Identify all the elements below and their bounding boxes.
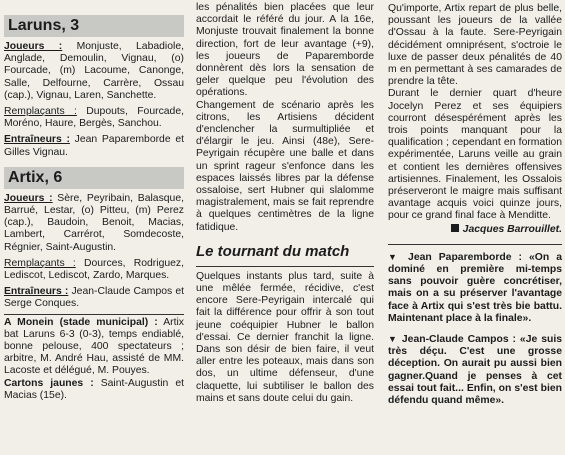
players-laruns	[4, 41, 184, 102]
article-paragraph: Changement de scénario après les citrons, les Artisiens décident d'enclencher la surmultipliée et d'élargir le jeu. Ainsi (48e), Sere-Peyrigain récupère une balle et dans un sprint rageur s'enfonce dans les espaces laissés libres par la défense ossaloise, sert Hubner qui slalomme magistralement, mais se fait reprendre à quelques centimètres de la ligne fatidique.	[196, 99, 374, 233]
quote-paparemborde	[388, 251, 562, 325]
team-title: Artix, 6	[8, 168, 63, 186]
quote-text: «On a dominé en première mi-temps sans pouvoir guère concrétiser, mais on a su préserver l'avantage face à Artix qui s'est très bie battu. Maintenant place à la finale».	[388, 251, 562, 324]
author-signature	[388, 224, 562, 236]
subs-label: Remplaçants :	[4, 257, 76, 269]
coaches-text: Jean Paparemborde et Gilles Vignau.	[4, 134, 184, 158]
article-paragraph: Quelques instants plus tard, suite à une mêlée fermée, récidive, c'est encore Sere-Peyrigain intercalé qui fait la différence pour offrir à son tout jeune coéquipier Hubner le ballon d'essai. Ce dernier franchit la ligne. Dans son désir de bien faire, il veut aller entre les poteaux, mais dans son dos, un ultime défenseur, d'une claquette, lui subtiliser le ballon des mains et sans doute celui du gain.	[196, 270, 374, 404]
quote-speaker: Jean-Claude Campos :	[401, 334, 516, 346]
quote-text: «Je suis très déçu. C'est une grosse déception. On aurait pu aussi bien gagner.Quand je penses à cet essai tout fait... Enfin, on s'est bien défendu quand même».	[388, 334, 562, 407]
article-paragraph: Durant le dernier quart d'heure Jocelyn Perez et ses équipiers courront désespérément après les trois points manquant pour la qualification ; cependant en formation expérimentée, Laruns veille au grain et contient les dernières offensives artisiennes. Finalement, les Ossalois préserveront le maigre mais suffisant avantage acquis voici quinze jours, pour ce grand final face à Menditte.	[388, 88, 562, 222]
yellow-cards	[4, 378, 184, 402]
players-text: Sère, Peyribain, Balasque, Barrué, Lestar, (o) Pitteu, (m) Perez (cap.), Baudoin, Benoit, Macias, Lambert, Carrérot, Somdecoste, Régnier, Saint-Augustin.	[4, 192, 184, 253]
players-text: Monjuste, Labadiole, Anglade, Demoulin, Vignau, (o) Fourcade, (m) Lacoume, Canonge, Salle, Delfourne, Carrère, Ossau (cap.), Vignau, Laren, Sanchette.	[4, 41, 184, 101]
subs-artix	[4, 258, 184, 282]
cards-label: Cartons jaunes :	[4, 377, 94, 389]
quote-speaker: Jean Paparemborde :	[408, 251, 522, 263]
author-name: Jacques Barrouillet.	[462, 223, 562, 235]
quote-campos	[388, 333, 562, 407]
team-header-artix	[4, 167, 184, 189]
venue-text: Artix bat Laruns 6-3 (0-3), temps endiablé, bonne pelouse, 400 spectateurs ; arbitre, M. André Hau, assisté de MM. Lacoste et délégué, M. Pouyes.	[4, 316, 184, 377]
coaches-artix	[4, 286, 184, 310]
triangle-down-icon: ▼	[388, 251, 402, 262]
triangle-down-icon: ▼	[388, 334, 398, 345]
subs-text: Dources, Rodriguez, Lediscot, Lediscot, Zardo, Marques.	[4, 257, 184, 282]
players-label: Joueurs :	[4, 192, 53, 204]
subs-text: Dupouts, Fourcade, Moréno, Haure, Bergès, Sanchou.	[4, 106, 184, 130]
players-label: Joueurs :	[4, 41, 63, 52]
team-title: Laruns, 3	[8, 16, 80, 34]
subs-label: Remplaçants :	[4, 106, 77, 118]
coaches-text: Jean-Claude Campos et Serge Conques.	[4, 286, 185, 310]
square-bullet-icon	[451, 224, 459, 232]
divider	[4, 314, 184, 315]
team-header-laruns	[4, 15, 184, 37]
section-title: Le tournant du match	[196, 242, 350, 260]
cards-text: Saint-Augustin et Macias (15e).	[4, 377, 184, 401]
match-venue	[4, 317, 184, 378]
coaches-laruns	[4, 134, 184, 158]
article-column-2	[196, 2, 374, 405]
divider	[388, 244, 562, 245]
venue-label: A Monein (stade municipal) :	[4, 316, 158, 328]
article-paragraph: Qu'importe, Artix repart de plus belle, poussant les joueurs de la vallée d'Ossau à la faute. Sere-Peyrigain décidément omniprésent, s'octroie le luxe de passer deux pénalités de 40 m en permettant à ses camarades de prendre la tête.	[388, 3, 562, 88]
article-column-3	[388, 3, 562, 415]
coaches-label: Entraîneurs :	[4, 286, 69, 298]
players-artix	[4, 193, 184, 254]
coaches-label: Entraîneurs :	[4, 134, 70, 146]
article-paragraph: les pénalités bien placées que leur accordait le référé du jour. A la 16e, Monjuste trouvait finalement la bonne direction, fort de leur avantage (+9), les joueurs de Paparemborde donnèrent dès lors la sensation de geler quelque peu l'évolution des opérations.	[196, 2, 374, 99]
section-divider	[196, 266, 374, 267]
lineup-column	[4, 0, 184, 402]
subs-laruns	[4, 106, 184, 130]
